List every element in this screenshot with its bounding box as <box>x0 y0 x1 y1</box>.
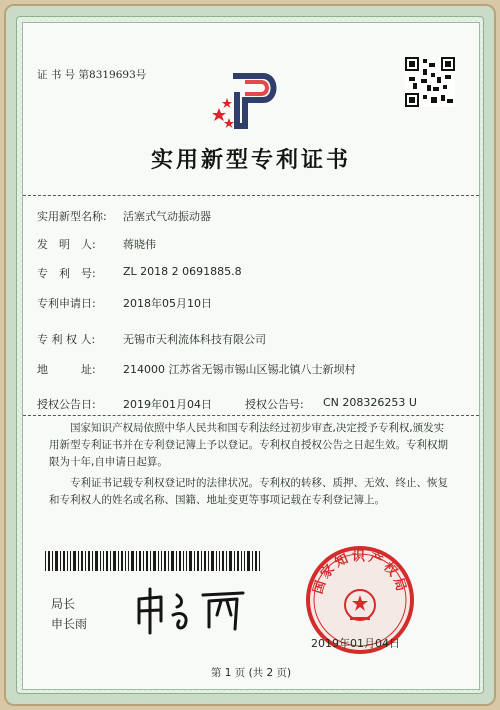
seal-text: 国家知识产权局 <box>310 549 410 596</box>
patent-number: ZL 2018 2 0691885.8 <box>123 265 242 278</box>
director-signature <box>131 585 261 635</box>
utility-model-name: 活塞式气动振动器 <box>123 210 211 223</box>
patentee-name: 无锡市天利流体科技有限公司 <box>123 333 266 346</box>
application-date: 2018年05月10日 <box>123 297 212 310</box>
grant-date: 2019年01月04日 <box>123 398 212 411</box>
field-label-application-date: 专利申请日: <box>37 297 96 310</box>
field-label-inventor: 发 明 人: <box>37 238 96 251</box>
page-footer: 第 1 页 (共 2 页) <box>210 667 292 679</box>
patent-office-logo <box>211 68 281 138</box>
barcode-icon <box>45 551 263 571</box>
field-label-address: 地 址: <box>37 363 96 376</box>
grant-statement: 国家知识产权局依照中华人民共和国专利法经过初步审查,决定授予专利权,颁发实用新型专利证书并在专利登记簿上予以登记。专利权自授权公告之日起生效。专利权期限为十年,自申请日起算。 <box>49 422 448 468</box>
grant-number: CN 208326253 U <box>323 396 417 409</box>
qr-code-icon <box>405 57 455 107</box>
certificate-number: 证 书 号 第8319693号 <box>37 69 147 81</box>
divider <box>23 195 479 196</box>
grant-date-label: 授权公告日: <box>37 398 96 411</box>
legal-status-note: 专利证书记载专利权登记时的法律状况。专利权的转移、质押、无效、终止、恢复和专利权人的姓名或名称、国籍、地址变更等事项记载在专利登记簿上。 <box>49 477 448 506</box>
director-name: 申长雨 <box>51 617 88 631</box>
certificate-title: 实用新型专利证书 <box>150 147 351 173</box>
divider <box>23 415 479 416</box>
field-label-name: 实用新型名称: <box>37 210 107 223</box>
grant-number-label: 授权公告号: <box>245 398 304 411</box>
inventor-name: 蒋晓伟 <box>123 238 156 251</box>
director-title: 局长 <box>51 597 76 611</box>
field-label-patent-number: 专 利 号: <box>37 267 96 280</box>
patentee-address: 214000 江苏省无锡市锡山区锡北镇八士新坝村 <box>123 363 356 376</box>
seal-date: 2019年01月04日 <box>311 637 400 650</box>
certificate-page <box>22 22 480 690</box>
field-label-patentee: 专 利 权 人: <box>37 333 96 346</box>
